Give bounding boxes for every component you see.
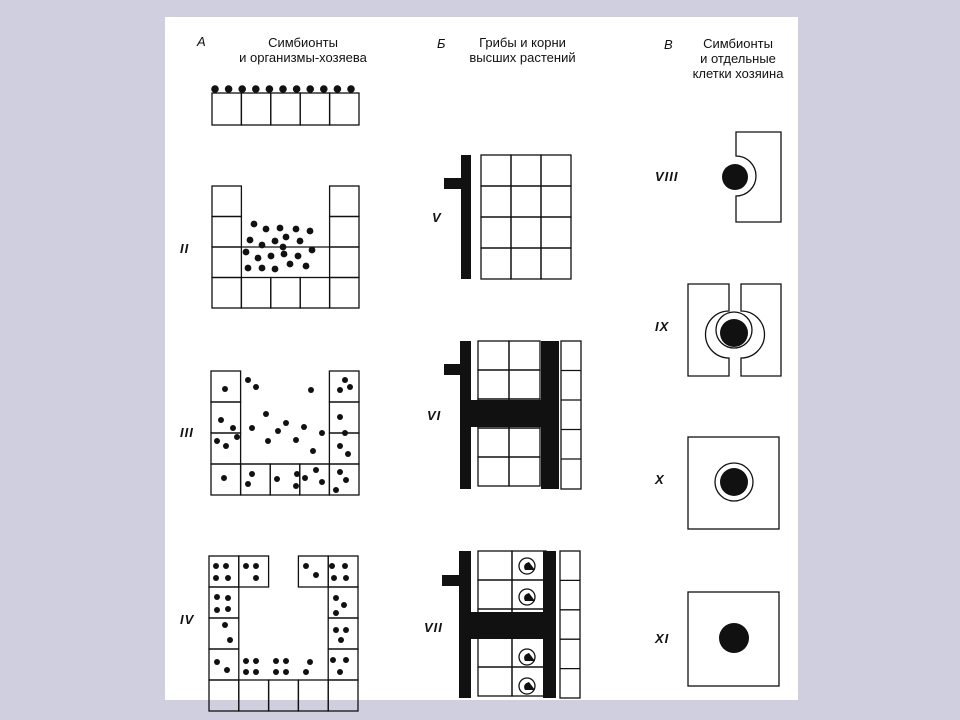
panel-viii [722,132,781,222]
symbiont-dot [283,234,290,241]
symbiont-dot [245,377,251,383]
symbiont-dot [283,658,289,664]
symbiont-dot [211,85,219,93]
symbiont-dot [319,430,325,436]
root-cell [512,667,546,696]
symbiont-dot [347,384,353,390]
haustorium [524,682,535,690]
root-cell [511,186,541,217]
column-b-title-line2: высших растений [469,50,576,65]
host-cell [330,278,359,309]
symbiont-dot [337,469,343,475]
symbiont-dot [308,387,314,393]
symbiont-dot [255,255,262,262]
symbiont-dot [213,563,219,569]
column-b-title-line1: Грибы и корни [479,35,566,50]
panel-ix [688,284,781,376]
panel-label-ii: II [180,241,190,256]
symbiont-dot [268,253,275,260]
symbiont-dot [334,85,342,93]
symbiont-dot [345,451,351,457]
host-cell [241,278,270,309]
symbiont-dot [259,265,266,272]
symbiont-dot [280,244,287,251]
symbiont-dot [245,481,251,487]
symbiont-dot [272,266,279,273]
host-cell [209,587,239,618]
root-cell [511,155,541,186]
symbiont [720,468,748,496]
root-cell [541,248,571,279]
symbiont-dot [265,438,271,444]
panel-label-vi: VI [427,408,442,423]
symbiont-dot [253,384,259,390]
host-cell [298,556,328,587]
symbiont-dot [333,610,339,616]
panel-vi [444,341,581,489]
host-cell [298,680,328,711]
root-cell [541,155,571,186]
haustorium [524,562,535,570]
symbiont-dot [222,386,228,392]
symbiont-dot [223,443,229,449]
symbiont-dot [234,434,240,440]
symbiont-dot [313,467,319,473]
host-cell [241,93,270,125]
column-a-letter: А [197,34,206,49]
symbiont-dot [214,607,220,613]
symbiont-dot [274,476,280,482]
haustorium [524,593,535,601]
host-cell [209,680,239,711]
symbiont-dot [301,424,307,430]
symbiont-dot [225,575,231,581]
symbiont-dot [279,85,287,93]
host-cell [212,278,241,309]
host-cell [212,93,241,125]
hypha [460,341,471,489]
panel-label-iii: III [180,425,194,440]
symbiont-dot [342,563,348,569]
symbiont-dot [333,487,339,493]
host-cell [300,93,329,125]
host-cell [329,371,359,402]
symbiont-dot [343,657,349,663]
column-c-title-line1: Симбионты [703,36,773,51]
root-cell [560,551,580,698]
panel-label-x: X [655,472,665,487]
symbiont-dot [297,238,304,245]
host-cell [271,93,300,125]
panel-i [211,85,359,125]
root-cell [478,428,509,457]
hypha [459,551,471,698]
host-cell [330,217,359,248]
column-a-title-line2: и организмы-хозяева [239,50,367,65]
symbiont-dot [230,425,236,431]
symbiont-dot [293,483,299,489]
symbiont-dot [214,438,220,444]
symbiont-dot [337,443,343,449]
column-c-title-line3: клетки хозяина [692,66,784,81]
symbiont-dot [302,475,308,481]
hypha-bridge [471,400,543,427]
host-cell [211,402,241,433]
root-cell [478,341,509,370]
symbiont-dot [221,475,227,481]
symbiont-dot [330,657,336,663]
symbiont-dot [277,225,284,232]
panel-label-iv: IV [180,612,195,627]
hypha [461,155,471,279]
host-cell [328,556,358,587]
symbiont-dot [310,448,316,454]
symbiont-dot [337,387,343,393]
host-cell [212,186,241,217]
root-cell [481,155,511,186]
root-cell [541,186,571,217]
symbiont-dot [347,85,355,93]
hypha-branch [442,575,462,586]
symbiont-dot [273,669,279,675]
symbiont-dot [247,237,254,244]
host-cell [329,433,359,464]
root-cell [509,370,540,399]
symbiont-dot [259,242,266,249]
symbiont-dot [293,85,301,93]
symbiont-dot [223,563,229,569]
root-cell [478,457,509,486]
symbiont-dot [252,85,260,93]
host-cell [239,556,269,587]
host-cell [212,217,241,248]
symbiont-dot [329,563,335,569]
symbiont-dot [343,575,349,581]
symbiont-dot [273,658,279,664]
symbiont-dot [253,563,259,569]
column-b-letter: Б [437,36,446,51]
symbiont-dot [337,669,343,675]
symbiont [719,623,749,653]
root-cell [478,551,512,580]
symbiont-dot [306,85,314,93]
symbiont-dot [293,437,299,443]
hypha [541,341,559,489]
root-cell [478,638,512,667]
symbiont-dot [225,85,233,93]
symbiont-dot [272,238,279,245]
root-cell [509,457,540,486]
symbiont-dot [307,659,313,665]
symbiont [720,319,748,347]
symbiont-dot [238,85,246,93]
symbiont-dot [338,637,344,643]
root-cell [478,580,512,609]
root-cell [481,217,511,248]
host-cell [271,278,300,309]
panel-iii [211,371,359,495]
root-cell [481,186,511,217]
symbiont-dot [283,669,289,675]
symbiont-dot [263,226,270,233]
symbiont-dot [266,85,274,93]
column-c-title-line2: и отдельные [700,51,776,66]
root-cell [511,217,541,248]
symbiont-dot [294,471,300,477]
host-cell [209,649,239,680]
symbiont-dot [243,563,249,569]
symbiont-dot [213,575,219,581]
root-cell [509,341,540,370]
symbiont-dot [303,263,310,270]
root-cell [478,370,509,399]
symbiont-dot [225,595,231,601]
symbiont-dot [303,669,309,675]
symbiont-dot [331,575,337,581]
symbiont-dot [341,602,347,608]
symbiont-dot [214,594,220,600]
symbiont-dot [253,658,259,664]
host-cell [212,247,241,278]
host-cell [241,464,271,495]
symbiont-dot [313,572,319,578]
symbiont-dot [283,420,289,426]
symbiont-dot [249,425,255,431]
symbiont-dot [222,622,228,628]
panel-label-v: V [432,210,442,225]
column-a-title-line1: Симбионты [268,35,338,50]
host-cell [328,680,358,711]
root-cell [541,217,571,248]
panel-v [444,155,571,279]
symbiont-dot [307,228,314,235]
hypha [543,551,556,698]
hypha-branch [444,178,464,189]
symbiont-dot [343,477,349,483]
column-c-letter: В [664,37,673,52]
hypha-branch [444,364,464,375]
root-cell [561,341,581,489]
panel-vii [442,551,580,698]
panel-label-vii: VII [424,620,443,635]
panel-iv [209,556,358,711]
symbiont-dot [287,261,294,268]
host-cell [328,618,358,649]
symbiont-dot [337,414,343,420]
root-cell [511,248,541,279]
symbiont-dot [224,667,230,673]
symbiont-dot [227,637,233,643]
symbiont-dot [249,471,255,477]
root-cell [512,638,546,667]
symbiont [722,164,748,190]
panel-ii [212,186,359,308]
symbiont-dot [263,411,269,417]
symbiont-dot [342,377,348,383]
symbiont-dot [295,253,302,260]
symbiont-dot [225,606,231,612]
symbiont-dot [333,627,339,633]
haustorium [524,653,535,661]
symbiont-dot [245,265,252,272]
panel-xi [688,592,779,686]
root-cell [509,428,540,457]
symbiont-dot [319,479,325,485]
symbiont-dot [243,249,250,256]
symbiont-dot [343,627,349,633]
panel-label-xi: XI [655,631,670,646]
symbiont-dot [214,659,220,665]
symbiont-dot [320,85,328,93]
host-cell [328,649,358,680]
symbiont-dot [303,563,309,569]
panel-label-ix: IX [655,319,670,334]
symbiont-dot [218,417,224,423]
symbiont-dot [333,595,339,601]
symbiont-dot [251,221,258,228]
symbiont-dot [281,251,288,258]
panel-x [688,437,779,529]
host-cell [209,556,239,587]
symbiont-dot [253,575,259,581]
root-cell [478,667,512,696]
hypha-bridge [471,612,543,639]
host-cell [269,680,299,711]
host-cell [330,93,359,125]
panel-label-viii: VIII [655,169,679,184]
host-cell [239,680,269,711]
root-cell [481,248,511,279]
symbiont-dot [243,658,249,664]
symbiont-dot [293,226,300,233]
host-cell [330,247,359,278]
symbiont-dot [309,247,316,254]
symbiont-dot [243,669,249,675]
host-cell [300,278,329,309]
host-cell [329,402,359,433]
symbiont-dot [275,428,281,434]
host-cell [330,186,359,217]
symbiont-dot [342,430,348,436]
symbiont-dot [253,669,259,675]
